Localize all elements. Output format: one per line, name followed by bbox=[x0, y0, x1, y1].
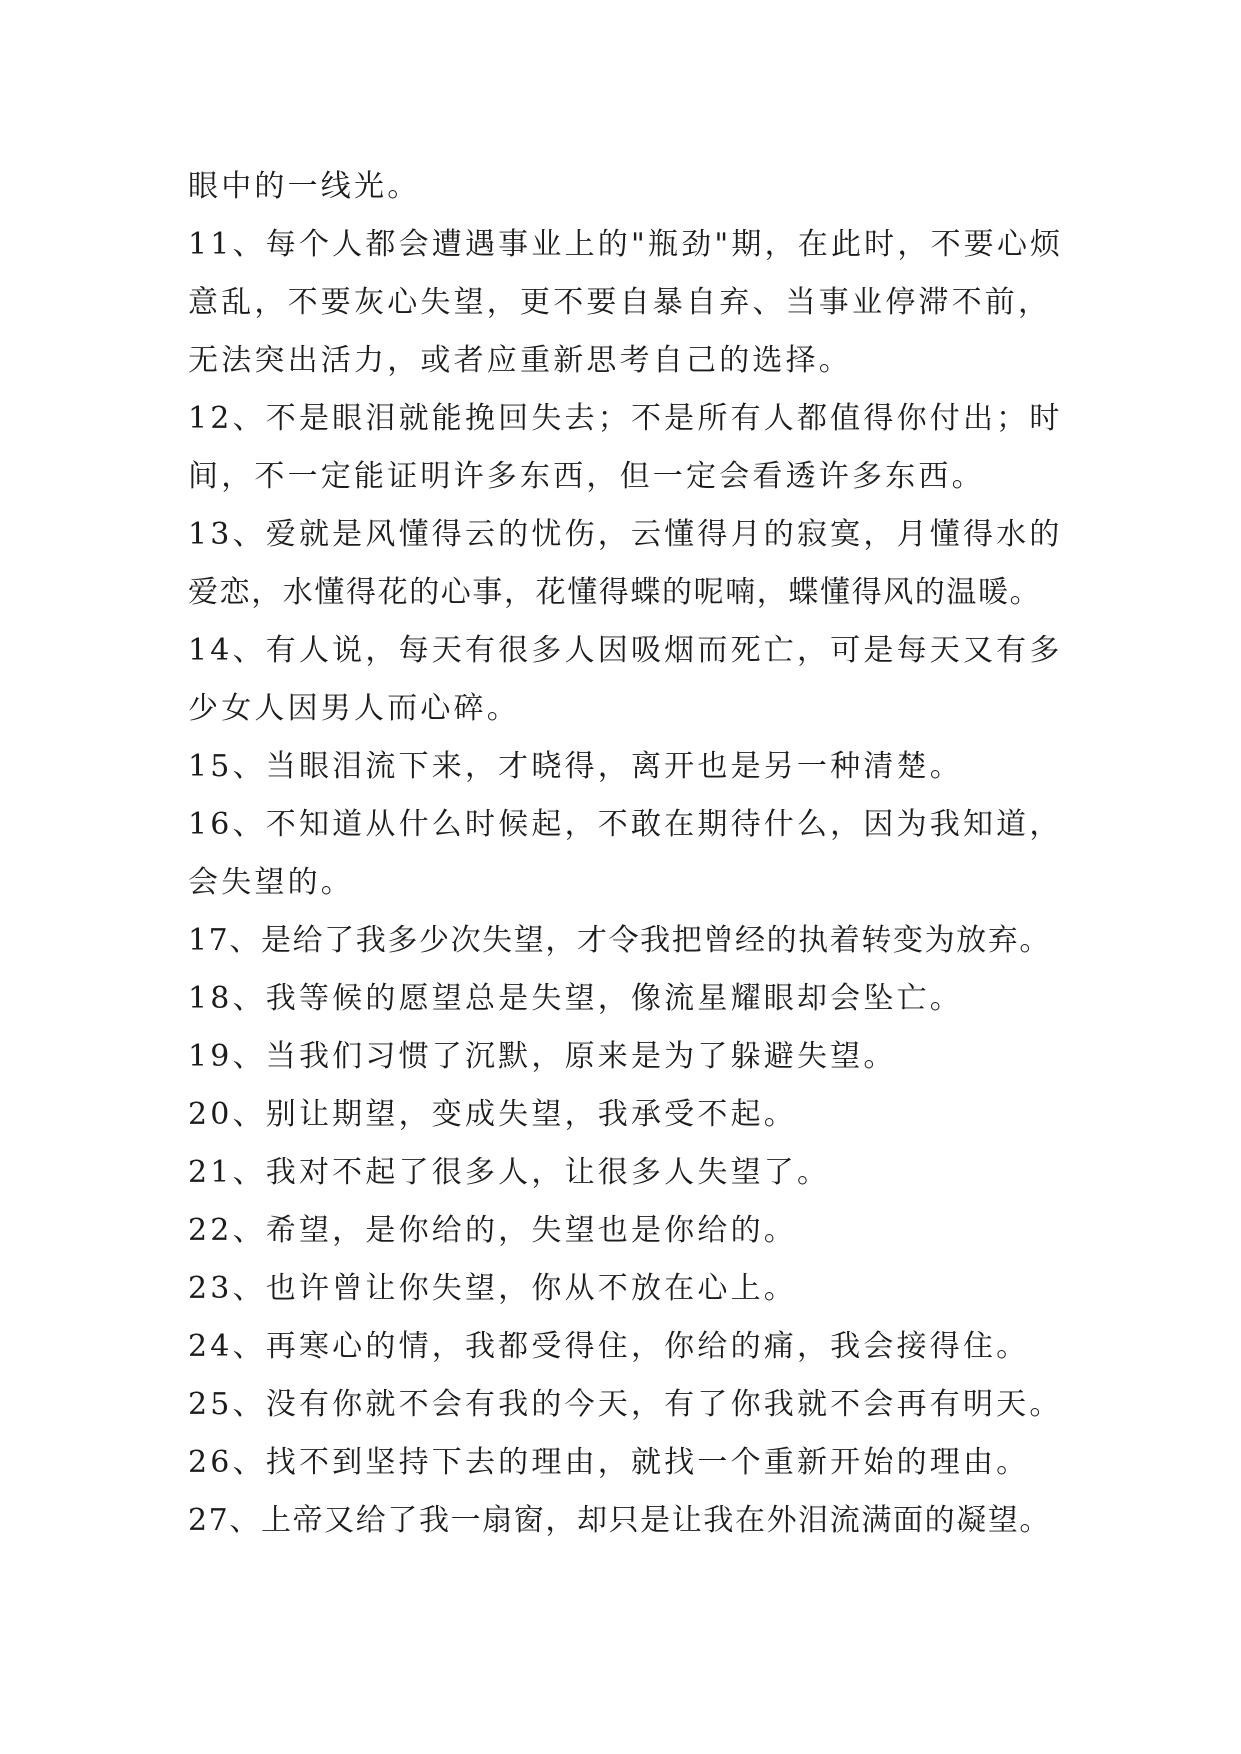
text-line: 少女人因男人而心碎。 bbox=[188, 691, 520, 726]
text-line: 19、当我们习惯了沉默，原来是为了躲避失望。 bbox=[188, 1039, 897, 1074]
text-line: 11、每个人都会遭遇事业上的"瓶劲"期，在此时，不要心烦 bbox=[188, 227, 1064, 262]
text-line: 21、我对不起了很多人，让很多人失望了。 bbox=[188, 1155, 831, 1190]
text-line: 24、再寒心的情，我都受得住，你给的痛，我会接得住。 bbox=[188, 1329, 1030, 1364]
text-line: 22、希望，是你给的，失望也是你给的。 bbox=[188, 1213, 797, 1248]
text-line: 20、别让期望，变成失望，我承受不起。 bbox=[188, 1097, 797, 1132]
text-line: 12、不是眼泪就能挽回失去；不是所有人都值得你付出；时 bbox=[188, 401, 1063, 436]
text-line: 眼中的一线光。 bbox=[188, 169, 421, 204]
text-line: 无法突出活力，或者应重新思考自己的选择。 bbox=[188, 343, 852, 378]
text-line: 16、不知道从什么时候起，不敢在期待什么，因为我知道， bbox=[188, 807, 1063, 842]
text-line: 爱恋，水懂得花的心事，花懂得蝶的呢喃，蝶懂得风的温暖。 bbox=[188, 575, 1042, 610]
text-line: 23、也许曾让你失望，你从不放在心上。 bbox=[188, 1271, 797, 1306]
text-line: 25、没有你就不会有我的今天，有了你我就不会再有明天。 bbox=[188, 1387, 1063, 1422]
text-line: 会失望的。 bbox=[188, 865, 354, 900]
document-body bbox=[188, 158, 1068, 1550]
text-line: 15、当眼泪流下来，才晓得，离开也是另一种清楚。 bbox=[188, 749, 963, 784]
text-line: 18、我等候的愿望总是失望，像流星耀眼却会坠亡。 bbox=[188, 981, 963, 1016]
text-line: 14、有人说，每天有很多人因吸烟而死亡，可是每天又有多 bbox=[188, 633, 1063, 668]
text-line: 27、上帝又给了我一扇窗，却只是让我在外泪流满面的凝望。 bbox=[188, 1503, 1051, 1538]
text-line: 17、是给了我多少次失望，才令我把曾经的执着转变为放弃。 bbox=[188, 923, 1051, 958]
text-line: 26、找不到坚持下去的理由，就找一个重新开始的理由。 bbox=[188, 1445, 1030, 1480]
text-line: 间，不一定能证明许多东西，但一定会看透许多东西。 bbox=[188, 459, 985, 494]
text-line: 13、爱就是风懂得云的忧伤，云懂得月的寂寞，月懂得水的 bbox=[188, 517, 1063, 552]
text-line: 意乱，不要灰心失望，更不要自暴自弃、当事业停滞不前， bbox=[188, 285, 1052, 320]
